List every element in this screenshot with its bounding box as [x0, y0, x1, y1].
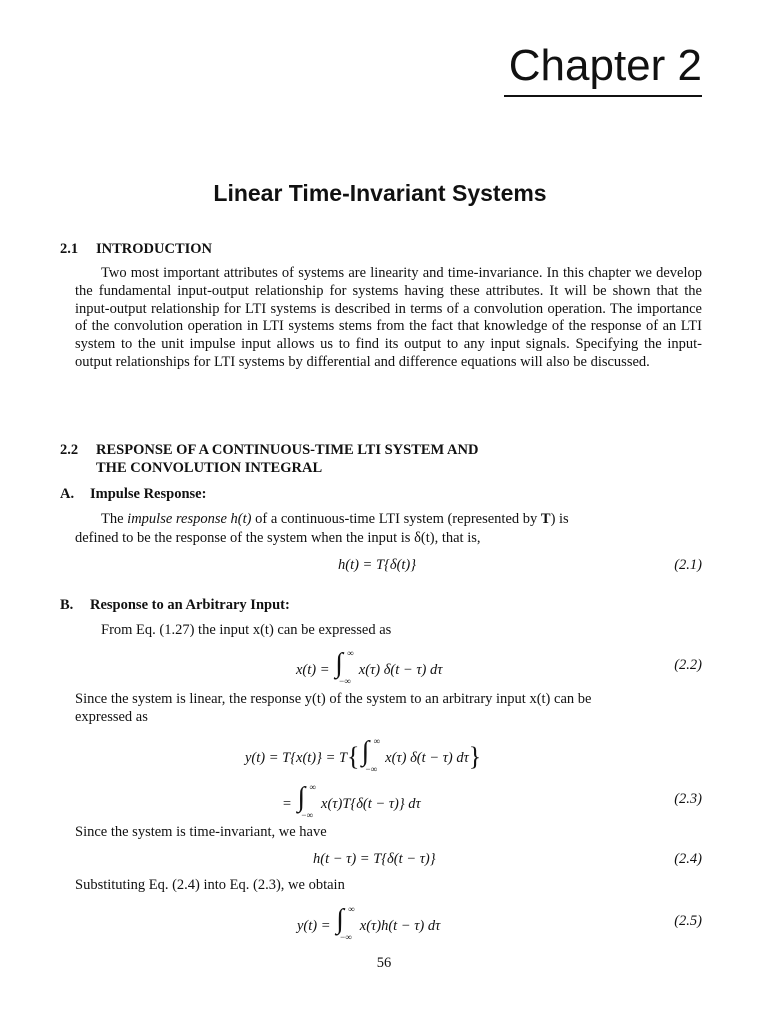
integral-sign: ∫ ∞ −∞ — [333, 656, 355, 674]
equation-lhs: = — [282, 796, 292, 812]
integral-sign: ∫ ∞ −∞ — [295, 790, 317, 808]
section-2-1-heading — [60, 240, 212, 258]
arbitrary-input-line2: Since the system is linear, the response y(t) of the system to an arbitrary input x(t) can be — [75, 691, 592, 707]
upper-limit: ∞ — [347, 648, 354, 658]
equation-2-4: h(t − τ) = T{δ(t − τ)} — [313, 851, 436, 867]
equation-2-2 — [296, 648, 443, 686]
chapter-rule — [504, 95, 702, 97]
subsection-title: Response to an Arbitrary Input: — [90, 597, 290, 613]
equation-body: x(τ) δ(t − τ) dτ — [358, 662, 443, 678]
right-brace: } — [468, 742, 482, 771]
section-2-2-heading — [60, 441, 478, 477]
equation-body: x(τ) δ(t − τ) dτ — [385, 750, 469, 766]
subsection-label: A. — [60, 486, 75, 502]
time-invariant-line: Since the system is time-invariant, we have — [75, 824, 327, 840]
section-number: 2.2 — [60, 442, 79, 458]
substitution-line: Substituting Eq. (2.4) into Eq. (2.3), we obtain — [75, 877, 345, 893]
chapter-heading: Chapter 2 — [508, 41, 702, 90]
text-run: ) is — [550, 511, 569, 527]
impulse-response-line2: defined to be the response of the system when the input is δ(t), that is, — [75, 530, 481, 546]
arbitrary-input-line1: From Eq. (1.27) the input x(t) can be expressed as — [101, 622, 392, 638]
equation-number-2-3: (2.3) — [674, 791, 702, 807]
subsection-b-heading — [60, 596, 290, 614]
equation-number-2-4: (2.4) — [674, 851, 702, 867]
equation-2-3-line2 — [282, 782, 421, 820]
equation-lhs: y(t) = T{x(t)} = T — [245, 750, 348, 766]
subsection-label: B. — [60, 597, 74, 613]
lower-limit: −∞ — [340, 932, 352, 942]
intro-paragraph: Two most important attributes of systems are linearity and time-invariance. In this chapter we develop the fundamental input-output relationship for systems having these attributes. It will be shown that the input-output relationship for LTI systems is described in terms of a convolution operation. The importance of the convolution operation in LTI systems stems from the fact that knowledge of the response of an LTI system to the unit impulse input allows us to find its output to any input signals. Specifying the input-output relationships for LTI systems by differential and difference equations will also be discussed. — [75, 265, 702, 370]
equation-number-2-2: (2.2) — [674, 657, 702, 673]
subsection-title: Impulse Response: — [90, 486, 207, 502]
section-title: INTRODUCTION — [96, 241, 213, 257]
impulse-response-paragraph — [75, 511, 702, 529]
chapter-title: Linear Time-Invariant Systems — [213, 180, 547, 206]
subsection-a-heading — [60, 485, 206, 503]
emphasis-term: impulse response — [127, 511, 227, 527]
lower-limit: −∞ — [339, 676, 351, 686]
symbol-h: h(t) — [226, 511, 252, 527]
upper-limit: ∞ — [348, 904, 355, 914]
operator-T: T — [540, 511, 551, 527]
equation-body: x(τ)h(t − τ) dτ — [359, 918, 441, 934]
equation-number-2-5: (2.5) — [674, 913, 702, 929]
page-number: 56 — [376, 955, 392, 971]
integral-sign: ∫ ∞ −∞ — [334, 912, 356, 930]
section-title-line1: RESPONSE OF A CONTINUOUS-TIME LTI SYSTEM AND — [96, 442, 479, 458]
equation-lhs: y(t) = — [297, 918, 331, 934]
equation-number-2-1: (2.1) — [674, 557, 702, 573]
upper-limit: ∞ — [373, 736, 380, 746]
equation-2-3-line1 — [245, 736, 482, 774]
left-brace: { — [347, 742, 360, 771]
lower-limit: −∞ — [365, 764, 378, 774]
equation-2-5 — [297, 904, 441, 942]
equation-body: x(τ)T{δ(t − τ)} dτ — [321, 796, 421, 812]
section-title-line2: THE CONVOLUTION INTEGRAL — [96, 460, 323, 476]
lower-limit: −∞ — [301, 810, 313, 820]
arbitrary-input-line3: expressed as — [75, 709, 148, 725]
text-run: The — [101, 511, 128, 527]
upper-limit: ∞ — [309, 782, 316, 792]
section-number: 2.1 — [60, 241, 79, 257]
equation-2-1: h(t) = T{δ(t)} — [338, 557, 417, 573]
equation-lhs: x(t) = — [296, 662, 330, 678]
integral-sign: ∫ ∞ −∞ — [360, 744, 382, 762]
text-run: of a continuous-time LTI system (represented by — [251, 511, 541, 527]
